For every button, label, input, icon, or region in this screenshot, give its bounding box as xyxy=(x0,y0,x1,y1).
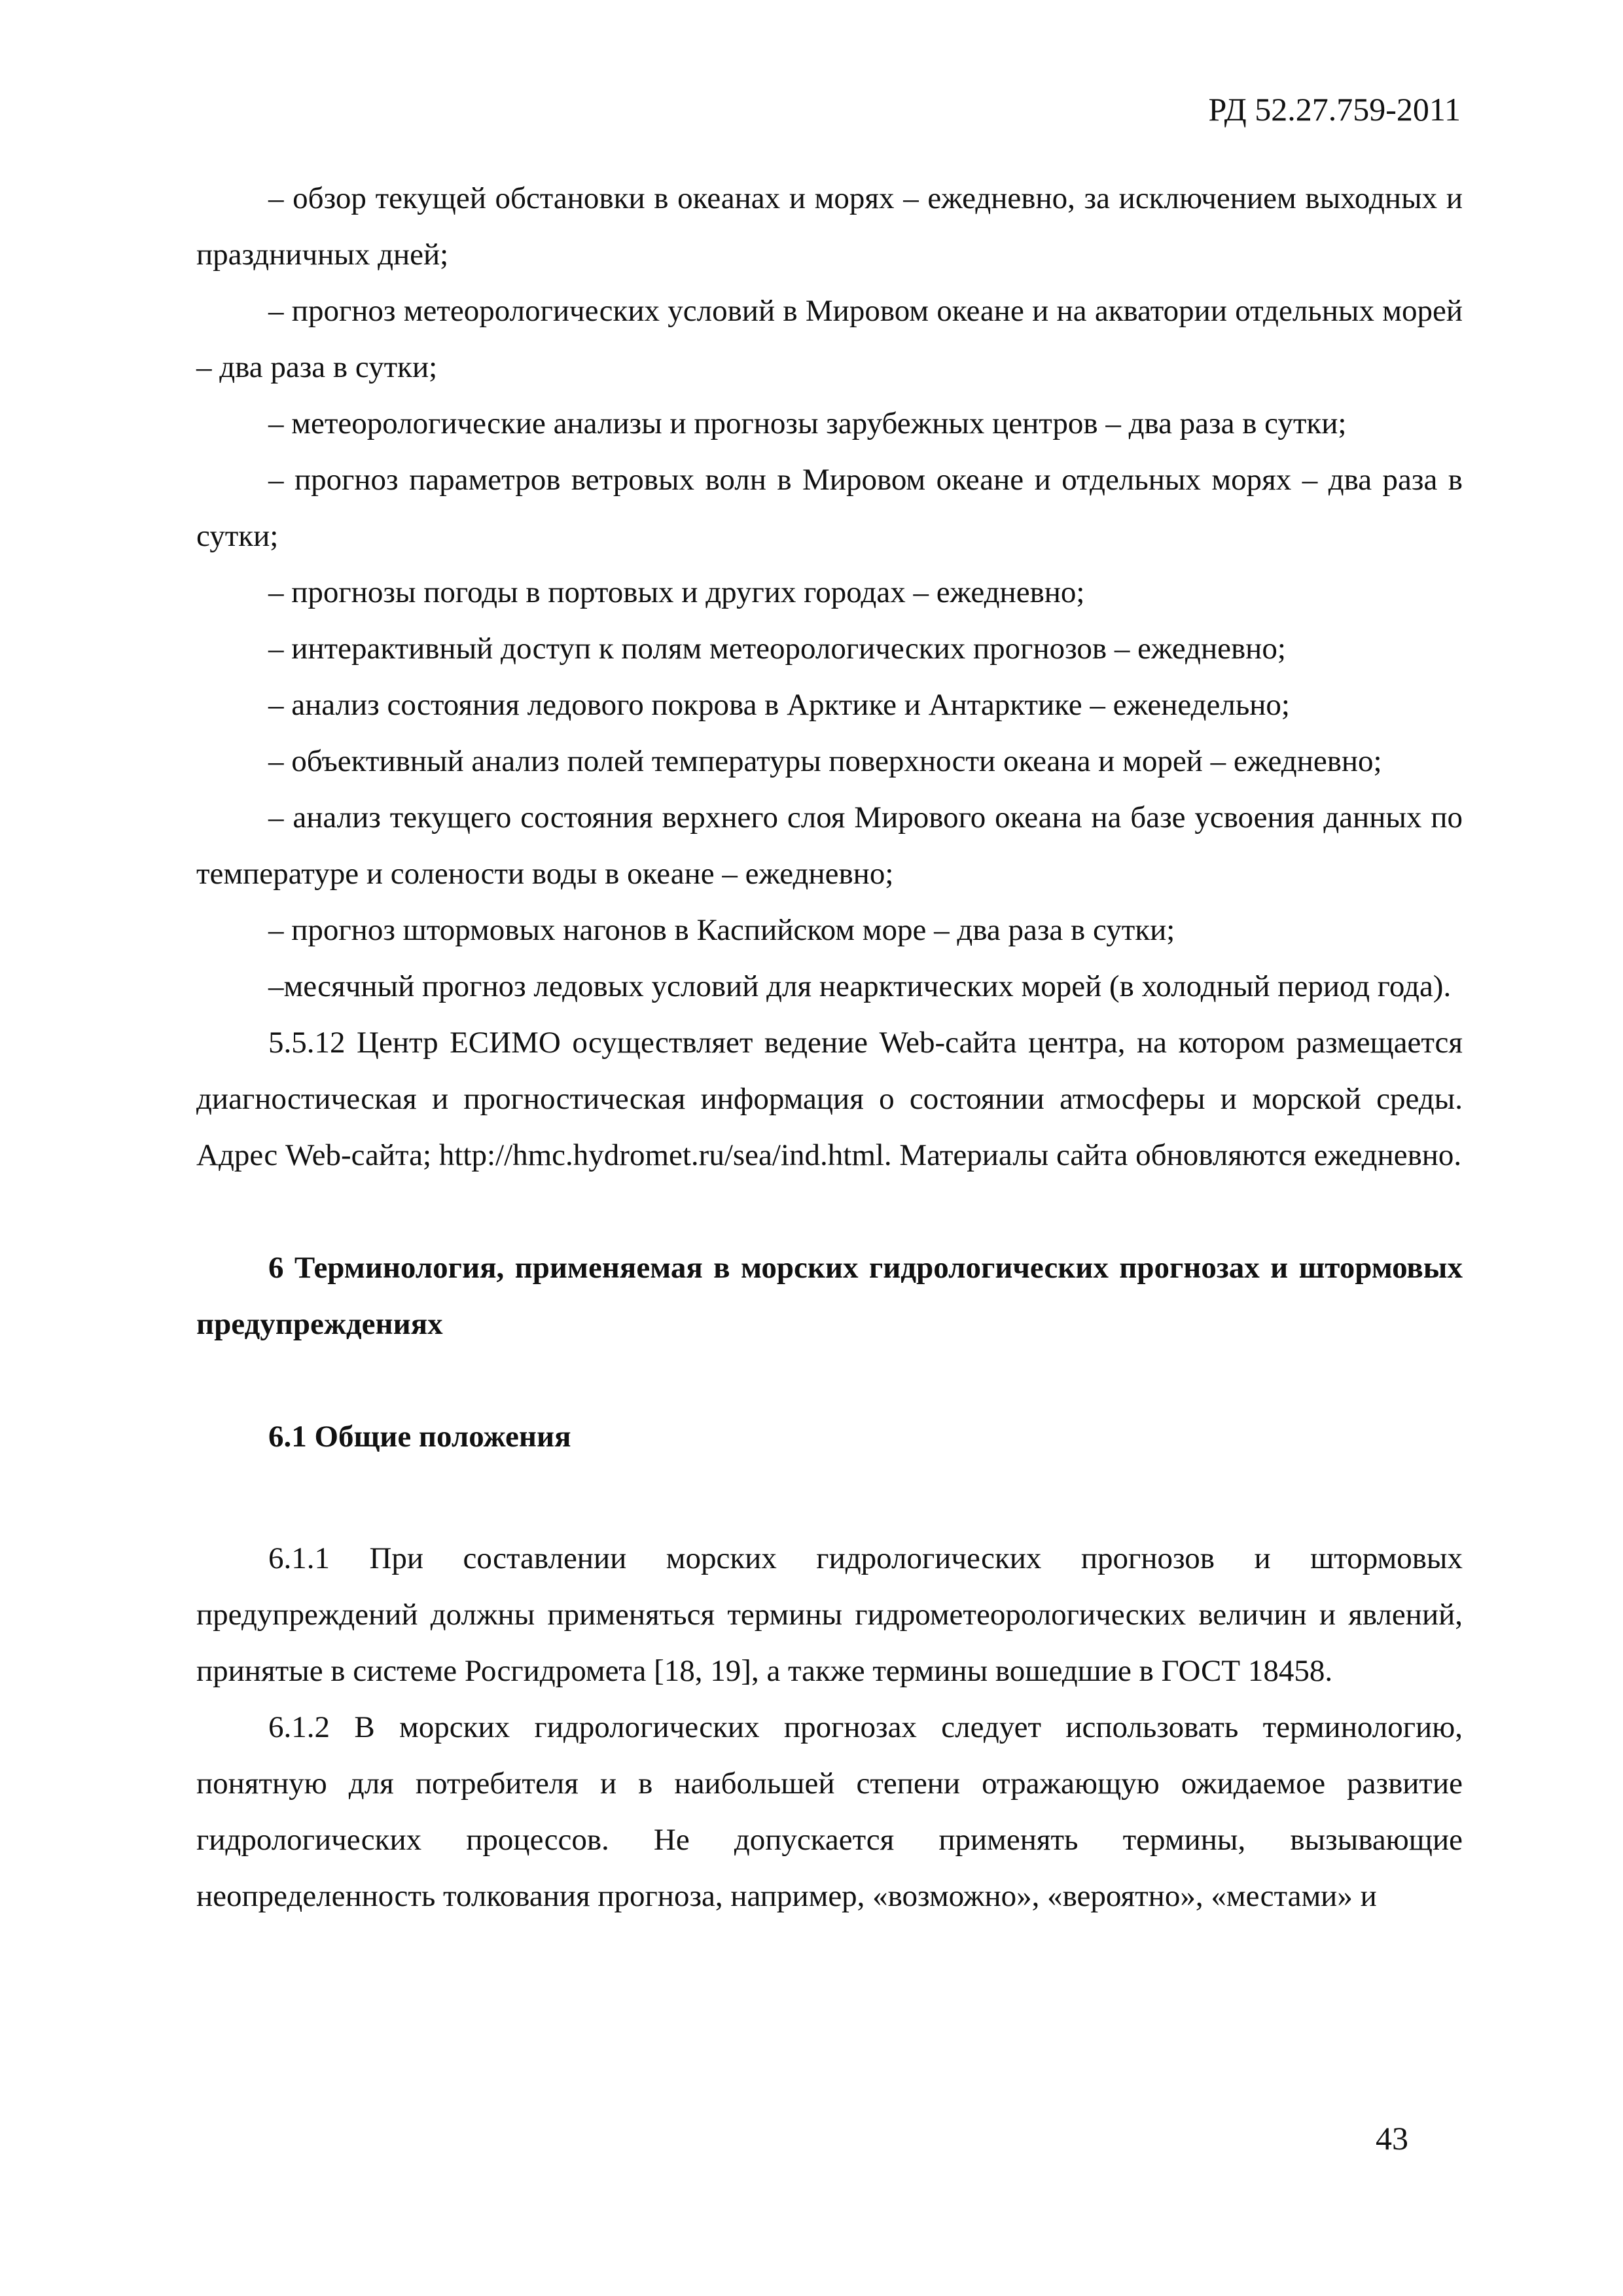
paragraph-monthly-ice: –месячный прогноз ледовых условий для неарктических морей (в холодный период года). xyxy=(268,969,1452,1003)
paragraph-5-5-12: 5.5.12 Центр ЕСИМО осуществляет ведение Web-сайта центра, на котором размещается диагностическая и прогностическая информация о состоянии атмосферы и морской среды. Адрес Web-сайта; http://hmc.hydromet.ru/sea/ind.html. Материалы сайта обновляются ежедневно. xyxy=(196,1026,1463,1172)
document-code-header: РД 52.27.759-2011 xyxy=(1208,91,1461,128)
paragraph-weather-forecast: – прогноз метеорологических условий в Мировом океане и на акватории отдельных морей – два раза в сутки; xyxy=(196,294,1463,384)
paragraph-ice-cover: – анализ состояния ледового покрова в Арктике и Антарктике – еженедельно; xyxy=(268,688,1290,722)
paragraph-wind-waves: – прогноз параметров ветровых волн в Мировом океане и отдельных морях – два раза в сутки; xyxy=(196,463,1463,553)
paragraph-6-1-1: 6.1.1 При составлении морских гидрологических прогнозов и штормовых предупреждений должны применяться термины гидрометеорологических величин и явлений, принятые в системе Росгидромета [18, 19], а также термины вошедшие в ГОСТ 18458. xyxy=(196,1541,1463,1688)
subsection-heading: 6.1 Общие положения xyxy=(268,1420,571,1454)
paragraph-foreign-centers: – метеорологические анализы и прогнозы зарубежных центров – два раза в сутки; xyxy=(268,406,1347,440)
paragraph-port-cities: – прогнозы погоды в портовых и других городах – ежедневно; xyxy=(268,575,1085,609)
paragraph-upper-layer: – анализ текущего состояния верхнего слоя Мирового океана на базе усвоения данных по температуре и солености воды в океане – ежедневно; xyxy=(196,800,1463,891)
paragraph-caspian-surges: – прогноз штормовых нагонов в Каспийском море – два раза в сутки; xyxy=(268,913,1175,947)
paragraph-ocean-overview: – обзор текущей обстановки в океанах и морях – ежедневно, за исключением выходных и праздничных дней; xyxy=(196,181,1463,272)
paragraph-interactive-access: – интерактивный доступ к полям метеорологических прогнозов – ежедневно; xyxy=(268,632,1286,666)
paragraph-surface-temperature: – объективный анализ полей температуры поверхности океана и морей – ежедневно; xyxy=(268,744,1382,778)
paragraph-6-1-2: 6.1.2 В морских гидрологических прогнозах следует использовать терминологию, понятную для потребителя и в наибольшей степени отражающую ожидаемое развитие гидрологических процессов. Не допускается применять термины, вызывающие неопределенность толкования прогноза, например, «возможно», «вероятно», «местами» и xyxy=(196,1710,1463,1913)
document-body xyxy=(196,170,1463,1924)
page-number: 43 xyxy=(1376,2120,1408,2157)
section-heading: 6 Терминология, применяемая в морских гидрологических прогнозах и штормовых предупреждениях xyxy=(196,1251,1463,1341)
